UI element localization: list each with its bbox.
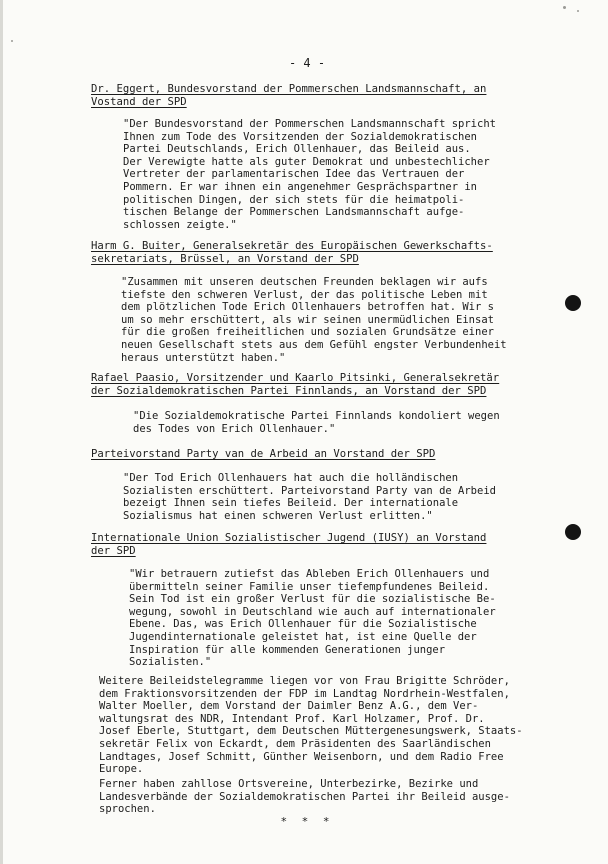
section-heading-eggert: Dr. Eggert, Bundesvorstand der Pommerschen Landsmannschaft, an Vostand der SPD <box>91 83 487 108</box>
section-heading-iusy: Internationale Union Sozialistischer Jugend (IUSY) an Vorstand der SPD <box>91 532 487 557</box>
scan-speck <box>563 6 566 9</box>
section-heading-paasio: Rafael Paasio, Vorsitzender und Kaarlo Pitsinki, Generalsekretär der Sozialdemokratischen Partei Finnlands, an Vorstand der SPD <box>91 372 500 397</box>
punch-hole-top <box>565 295 581 311</box>
scan-speck <box>577 10 579 12</box>
closing-paragraph-local-associations: Ferner haben zahllose Ortsvereine, Unterbezirke, Bezirke und Landesverbände der Sozialdemokratischen Partei ihr Beileid ausge- sprochen. <box>99 778 510 816</box>
section-heading-party-van-de-arbeid: Parteivorstand Party van de Arbeid an Vorstand der SPD <box>91 448 436 460</box>
section-quote-eggert: "Der Bundesvorstand der Pommerschen Landsmannschaft spricht Ihnen zum Tode des Vorsitzenden der Sozialdemokratischen Partei Deutschlands, Erich Ollenhauer, das Beileid aus. Der Verewigte hatte als guter Demokrat und unbestechlicher Vertreter der parlamentarischen Idee das Vertrauen der Pommern. Er war ihnen ein angenehmer Gesprächspartner in politischen Dingen, der sich stets für die heimatpoli- tischen Belange der Pommerschen Landsmannschaft aufge- schlossen zeigte." <box>123 118 496 231</box>
section-quote-paasio: "Die Sozialdemokratische Partei Finnlands kondoliert wegen des Todes von Erich Ollenhauer." <box>133 410 500 435</box>
section-heading-buiter: Harm G. Buiter, Generalsekretär des Europäischen Gewerkschafts- sekretariats, Brüssel, an Vorstand der SPD <box>91 240 493 265</box>
section-quote-buiter: "Zusammen mit unseren deutschen Freunden beklagen wir aufs tiefste den schweren Verlust, der das politische Leben mit dem plötzlichen Tode Erich Ollenhauers betroffen hat. Wir s um so mehr erschüttert, als wir seinen unermüdlichen Einsat für die großen freiheitlichen und sozialen Grundsätze einer neuen Gesellschaft stets aus dem Gefühl engster Verbundenheit heraus unterstützt haben." <box>121 276 507 364</box>
closing-paragraph-telegrams: Weitere Beileidstelegramme liegen vor von Frau Brigitte Schröder, dem Fraktionsvorsitzenden der FDP im Landtag Nordrhein-Westfalen, Walter Moeller, dem Vorstand der Daimler Benz A.G., dem Ver- waltungsrat des NDR, Intendant Prof. Karl Holzamer, Prof. Dr. Josef Eberle, Stuttgart, dem Deutschen Müttergenesungswerk, Staats- sekretär Felix von Eckardt, dem Präsidenten des Saarländischen Landtages, Josef Schmitt, Günther Weisenborn, und dem Radio Free Europe. <box>99 675 523 776</box>
scan-speck <box>11 40 13 42</box>
page-number: - 4 - <box>288 56 326 70</box>
section-quote-party-van-de-arbeid: "Der Tod Erich Ollenhauers hat auch die holländischen Sozialisten erschüttert. Parteivorstand Party van de Arbeid bezeigt Ihnen sein tiefes Beileid. Der internationale Sozialismus hat einen schweren Verlust erlitten." <box>123 472 496 522</box>
section-quote-iusy: "Wir betrauern zutiefst das Ableben Erich Ollenhauers und übermitteln seiner Familie unser tiefempfundenes Beileid. Sein Tod ist ein großer Verlust für die sozialistische Be- wegung, sowohl in Deutschland wie auch auf internationaler Ebene. Das, was Erich Ollenhauer für die Sozialistische Jugendinternationale geleistet hat, ist eine Quelle der Inspiration für alle kommenden Generationen junger Sozialisten." <box>129 568 496 669</box>
punch-hole-bottom <box>565 524 581 540</box>
end-mark: * * * <box>280 815 334 828</box>
